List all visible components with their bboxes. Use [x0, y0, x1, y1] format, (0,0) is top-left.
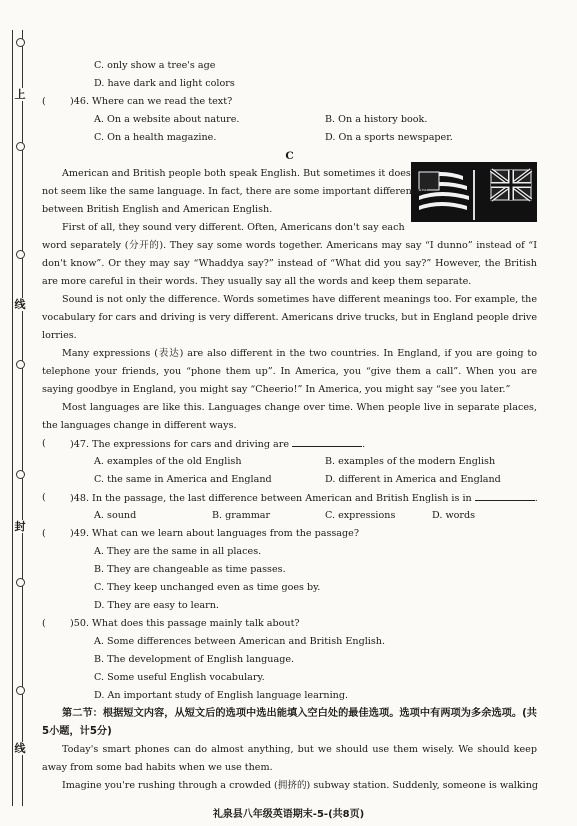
answer-paren: ( [42, 438, 46, 449]
exam-content [42, 57, 537, 795]
page-footer: 礼泉县八年级英语期末-5-(共8页) [212, 809, 365, 820]
question-text: )49. What can we learn about languages from the passage? [70, 528, 359, 539]
section2-instructions: 第二节：根据短文内容，从短文后的选项中选出能填入空白处的最佳选项。选项中有两项为多余选项。(共5小题，计5分) [42, 708, 537, 737]
binding-hole [16, 142, 25, 151]
option-d: D. They are easy to learn. [94, 600, 219, 611]
option-b: B. On a history book. [325, 114, 428, 125]
q47-options-ab [42, 453, 537, 471]
option-d: D. words [432, 510, 476, 521]
option-c: C. only show a tree's age [94, 60, 216, 71]
answer-paren: ( [42, 528, 46, 539]
passage-c-para1 [42, 165, 428, 237]
binding-hole [16, 578, 25, 587]
q46-options-ab [42, 111, 537, 129]
option-c: C. They keep unchanged even as time goes by. [94, 582, 321, 593]
question-text: )46. Where can we read the text? [70, 96, 233, 107]
answer-blank[interactable] [292, 435, 362, 447]
q48-stem [42, 489, 537, 507]
passage-c-para2-rest: word separately (分开的). They say some words together. Americans may say “I dunno” instead of “I don't know”. Or they may say “Whaddya say?” instead of “What did you say?” However, the British are more careful in their words. They usually say all the words and keep them separate. [42, 240, 537, 287]
stem-end: . [534, 493, 538, 504]
margin-line [12, 30, 13, 806]
q50-option-b-line [42, 651, 537, 669]
binding-hole [16, 686, 25, 695]
question-text: )50. What does this passage mainly talk about? [70, 618, 300, 629]
answer-paren: ( [42, 96, 46, 107]
q49-option-c-line [42, 579, 537, 597]
passage-c-para5: Most languages are like this. Languages change over time. When people live in separate places, the languages change in different ways. [42, 402, 537, 431]
question-text: )47. The expressions for cars and driving are [70, 439, 290, 450]
binding-hole [16, 250, 25, 259]
question-text: )48. In the passage, the last difference between American and British English is in [70, 493, 472, 504]
section2-para1: Today's smart phones can do almost anything, but we should use them wisely. We should keep away from some bad habits when we use them. [42, 744, 537, 773]
stem-end: . [362, 439, 366, 450]
text-line: American and British people both speak English. But sometimes it does [62, 168, 411, 179]
binding-hole [16, 360, 25, 369]
binding-margin [0, 0, 38, 826]
section2-para2: Imagine you're rushing through a crowded (拥挤的) subway station. Suddenly, someone is walking [62, 780, 539, 791]
option-a: A. sound [94, 510, 137, 521]
option-a: A. On a website about nature. [94, 114, 240, 125]
option-c: C. expressions [325, 510, 396, 521]
option-a: A. They are the same in all places. [94, 546, 262, 557]
text-line: between British English and American English. [42, 204, 273, 215]
answer-paren: ( [42, 492, 46, 503]
q50-option-d-line [42, 687, 537, 705]
q45-option-c-line [42, 57, 537, 75]
margin-char: 线 [14, 298, 26, 311]
option-d: D. An important study of English language learning. [94, 690, 349, 701]
binding-hole [16, 470, 25, 479]
option-c: C. the same in America and England [94, 474, 272, 485]
option-d: D. have dark and light colors [94, 78, 235, 89]
text-line: not seem like the same language. In fact, there are some important differences [42, 186, 428, 197]
passage-letter: C [285, 150, 294, 162]
option-d: D. different in America and England [325, 474, 501, 485]
text-line: First of all, they sound very different. Often, Americans don't say each [62, 222, 405, 233]
option-a: A. Some differences between American and British English. [94, 636, 385, 647]
q49-stem [42, 525, 537, 543]
q47-options-cd [42, 471, 537, 489]
q49-option-a-line [42, 543, 537, 561]
q49-option-b-line [42, 561, 537, 579]
q46-stem [42, 93, 537, 111]
q50-option-c-line [42, 669, 537, 687]
answer-paren: ( [42, 618, 46, 629]
option-c: C. Some useful English vocabulary. [94, 672, 265, 683]
option-b: B. examples of the modern English [325, 456, 496, 467]
q50-stem [42, 615, 537, 633]
q47-stem [42, 435, 537, 453]
q45-option-d-line [42, 75, 537, 93]
margin-char: 上 [14, 88, 26, 101]
q48-options [42, 507, 537, 525]
answer-blank[interactable] [475, 489, 535, 501]
option-b: B. They are changeable as time passes. [94, 564, 286, 575]
binding-hole [16, 38, 25, 47]
option-b: B. grammar [212, 510, 271, 521]
q46-options-cd [42, 129, 537, 147]
margin-char: 封 [14, 520, 26, 533]
option-a: A. examples of the old English [94, 456, 242, 467]
option-d: D. On a sports newspaper. [325, 132, 453, 143]
passage-c-para4: Many expressions (表达) are also different in the two countries. In England, if you are going to telephone your friends, you “phone them up”. In America, you “give them a call”. When you are saying goodbye in England, you might say “Cheerio!” In America, you might say “see you later.” [42, 348, 537, 395]
option-c: C. On a health magazine. [94, 132, 217, 143]
margin-char: 线 [14, 742, 26, 755]
q49-option-d-line [42, 597, 537, 615]
passage-c-para3: Sound is not only the difference. Words sometimes have different meanings too. For example, the vocabulary for cars and driving is very different. Americans drive trucks, but in England people drive lorries. [42, 294, 537, 341]
q50-option-a-line [42, 633, 537, 651]
option-b: B. The development of English language. [94, 654, 295, 665]
